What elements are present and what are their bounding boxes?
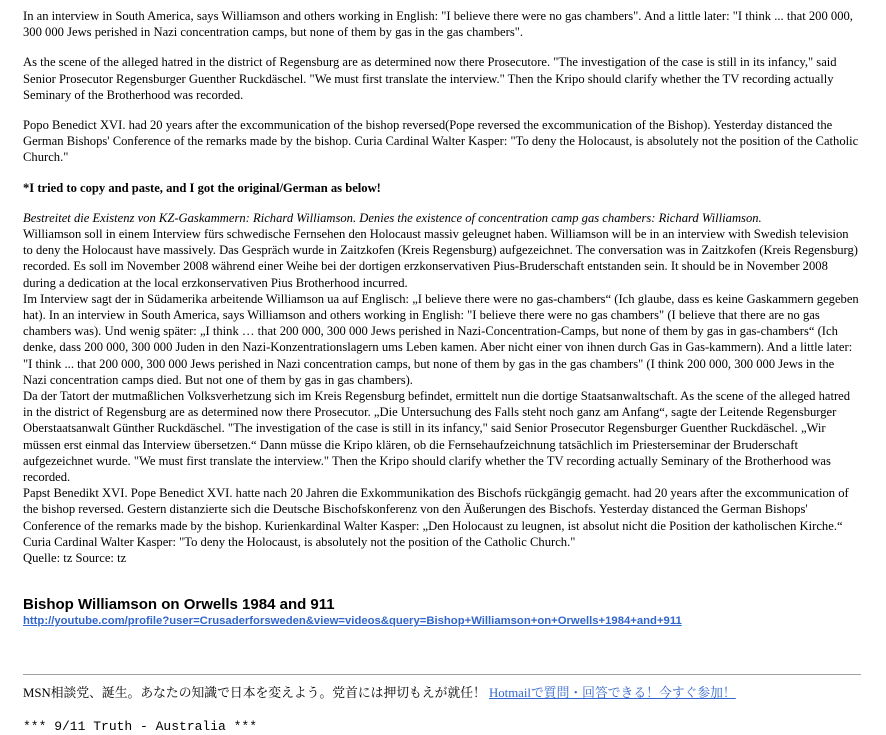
translated-paragraph-interview: In an interview in South America, says Williamson and others working in English: "I believe there were no gas chambers". And a little later: "I think ... that 200 000, 300 000 Jews perished in Nazi concentration camps, but none of them by gas in the gas chambers". bbox=[23, 9, 853, 40]
translated-paragraph-pope: Popo Benedict XVI. had 20 years after the excommunication of the bishop reversed(Pope reversed the excommunication of the Bishop). Yesterday distanced the German Bishops' Conference of the remarks made by the bishop. Curia Cardinal Walter Kasper: "To deny the Holocaust, is absolutely not the position of the Catholic Church." bbox=[23, 118, 859, 165]
youtube-link[interactable]: http://youtube.com/profile?user=Crusaderforsweden&view=videos&query=Bishop+Williamson+on+Orwells+1984+and+911 bbox=[23, 615, 682, 628]
msn-ad bbox=[23, 685, 861, 701]
article-paragraph-2: Im Interview sagt der in Südamerika arbeitende Williamson ua auf Englisch: „I believe there were no gas-chambers“ (Ich glaube, dass es keine Gaskammern gegeben hat). In an interview in South America, says Williamson and others working in English: "I believe there were no gas chambers" (I believe that there are no gas chambers was). Und wenig später: „I think … that 200 000, 300 000 Jews perished in Nazi-Concentration-Camps, but none of them by gas in gas-chambers“ (Ich denke, dass 200 000, 300 000 Juden in den Nazi-Konzentrationslagern ums Leben kamen. Aber nicht einer von ihnen durch Gas in Gas-kammern). And a little later: "I think ... that 200 000, 300 000 Jews perished in Nazi concentration camps, but none of them by gas in the gas chambers" (I think 200 000, 300 000 Jews in the Nazi concentration camps died. But not one of them by gas in gas chambers). bbox=[23, 291, 859, 387]
message-body bbox=[23, 8, 861, 735]
signature: *** 9/11 Truth - Australia *** bbox=[23, 719, 258, 735]
msn-ad-text: MSN相談党、誕生。あなたの知識で日本を変えよう。党首には押切もえが就任！ bbox=[23, 686, 490, 701]
article-headline: Bestreitet die Existenz von KZ-Gaskammern: Richard Williamson. Denies the existence of concentration camp gas chambers: Richard Williamson. bbox=[23, 210, 762, 225]
hotmail-link[interactable]: Hotmailで質問・回答できる！今すぐ参加！ bbox=[489, 686, 736, 701]
article-paragraph-3: Da der Tatort der mutmaßlichen Volksverhetzung sich im Kreis Regensburg befindet, ermittelt nun die dortige Staatsanwaltschaft. As the scene of the alleged hatred in the district of Regensburg are as determined now there Prosecutor. „Die Untersuchung des Falls steht noch ganz am Anfang“, sagte der Leitende Regensburger Oberstaatsanwalt Günther Ruckdäschel. "The investigation of the case is still in its infancy," said Senior Prosecutor Regensburger Guenther Ruckdäschel. „Wir müssen erst einmal das Interview übersetzen.“ Dann müsse die Kripo klären, ob die Fernsehaufzeichnung tatsächlich im Priesterseminar der Bruderschaft aufgezeichnet wurde. "We must first translate the interview." Then the Kripo should clarify whether the TV recording actually Seminary of the Brotherhood was recorded. bbox=[23, 389, 851, 485]
original-article bbox=[23, 210, 861, 566]
video-title: Bishop Williamson on Orwells 1984 and 911 bbox=[23, 596, 335, 614]
article-paragraph-4: Papst Benedikt XVI. Pope Benedict XVI. hatte nach 20 Jahren die Exkommunikation des Bischofs rückgängig gemacht. had 20 years after the excommunication of the bishop reversed. Gestern distanzierte sich die Deutsche Bischofskonferenz von den Äußerungen des Bischofs. Yesterday distanced the German Bishops' Conference of the remarks made by the bishop. Kurienkardinal Walter Kasper: „Den Holocaust zu leugnen, ist absolut nicht die Position der katholischen Kirche.“ Curia Cardinal Walter Kasper: "To deny the Holocaust, is absolutely not the position of the Catholic Church." bbox=[23, 486, 849, 549]
translated-paragraph-prosecutor: As the scene of the alleged hatred in the district of Regensburg are as determined now there Prosecutore. "The investigation of the case is still in its infancy," said Senior Prosecutor Regensburger Guenther Ruckdäschel. "We must first translate the interview." Then the Kripo should clarify whether the TV recording actually Seminary of the Brotherhood was recorded. bbox=[23, 55, 837, 102]
article-source: Quelle: tz Source: tz bbox=[23, 551, 127, 566]
signature-divider bbox=[23, 674, 861, 675]
copy-paste-note: *I tried to copy and paste, and I got the original/German as below! bbox=[23, 180, 381, 195]
article-paragraph-1: Williamson soll in einem Interview fürs schwedische Fernsehen den Holocaust massiv geleugnet haben. Williamson will be in an interview with Swedish television to deny the Holocaust have massively. Das Gespräch wurde in Zaitzkofen (Kreis Regensburg) aufgezeichnet. The conversation was in Zaitzkofen (Kreis Regensburg) recorded. Es soll im November 2008 während einer Weihe bei der dortigen erzkonservativen Pius-Bruderschaft entstanden sein. It should be in November 2008 during a dedication at the local erzkonservativen Pius Brotherhood incurred. bbox=[23, 227, 858, 290]
